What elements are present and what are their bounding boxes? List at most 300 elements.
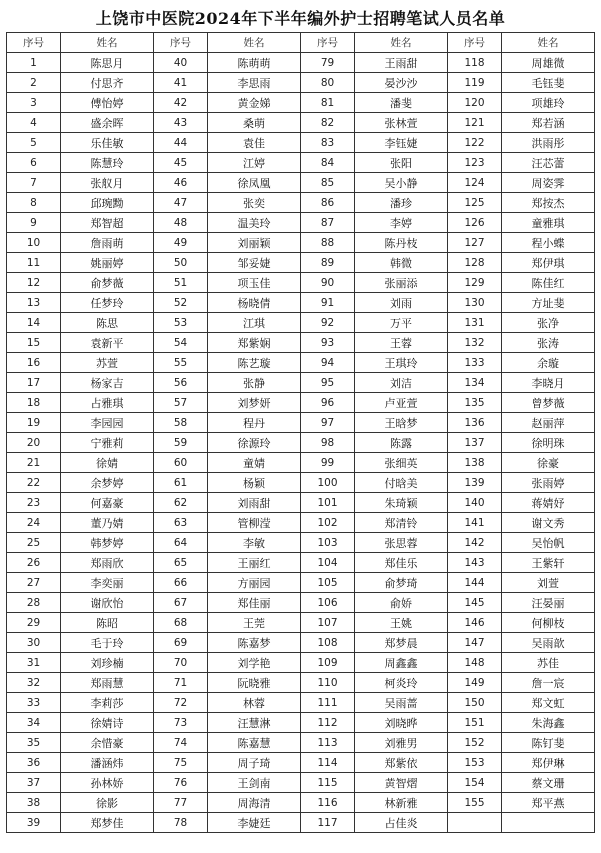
roster-body — [7, 53, 595, 833]
entry-number: 16 — [7, 353, 61, 373]
entry-number: 100 — [301, 473, 355, 493]
entry-name: 黄智熠 — [355, 773, 448, 793]
entry-name: 吴小静 — [355, 173, 448, 193]
entry-number: 29 — [7, 613, 61, 633]
entry-name: 余璇 — [502, 353, 595, 373]
header-name: 姓名 — [61, 33, 154, 53]
entry-name: 袁佳 — [208, 133, 301, 153]
entry-name: 李钰婕 — [355, 133, 448, 153]
table-row — [7, 773, 595, 793]
table-row — [7, 613, 595, 633]
entry-number: 139 — [448, 473, 502, 493]
entry-number: 117 — [301, 813, 355, 833]
entry-number: 133 — [448, 353, 502, 373]
entry-number: 71 — [154, 673, 208, 693]
entry-number: 138 — [448, 453, 502, 473]
table-row — [7, 753, 595, 773]
entry-number: 102 — [301, 513, 355, 533]
table-row — [7, 453, 595, 473]
entry-number: 30 — [7, 633, 61, 653]
entry-number: 92 — [301, 313, 355, 333]
empty-cell — [502, 813, 595, 833]
entry-name: 江琪 — [208, 313, 301, 333]
entry-number: 90 — [301, 273, 355, 293]
entry-number: 44 — [154, 133, 208, 153]
table-row — [7, 313, 595, 333]
table-row — [7, 293, 595, 313]
entry-name: 周子琦 — [208, 753, 301, 773]
entry-number: 155 — [448, 793, 502, 813]
entry-number: 134 — [448, 373, 502, 393]
entry-name: 项玉佳 — [208, 273, 301, 293]
entry-number: 135 — [448, 393, 502, 413]
entry-name: 姚丽婷 — [61, 253, 154, 273]
entry-name: 张静 — [208, 373, 301, 393]
entry-name: 桑萌 — [208, 113, 301, 133]
header-row — [7, 33, 595, 53]
entry-name: 陈佳红 — [502, 273, 595, 293]
entry-number: 60 — [154, 453, 208, 473]
entry-number: 52 — [154, 293, 208, 313]
entry-number: 3 — [7, 93, 61, 113]
entry-name: 乐佳敏 — [61, 133, 154, 153]
entry-number: 147 — [448, 633, 502, 653]
entry-name: 郑雨欣 — [61, 553, 154, 573]
entry-number: 33 — [7, 693, 61, 713]
entry-number: 109 — [301, 653, 355, 673]
entry-number: 146 — [448, 613, 502, 633]
entry-number: 127 — [448, 233, 502, 253]
entry-name: 朱琦颖 — [355, 493, 448, 513]
entry-name: 陈嘉梦 — [208, 633, 301, 653]
entry-name: 郑平燕 — [502, 793, 595, 813]
entry-number: 91 — [301, 293, 355, 313]
entry-name: 周海清 — [208, 793, 301, 813]
entry-name: 曾梦薇 — [502, 393, 595, 413]
entry-number: 40 — [154, 53, 208, 73]
entry-name: 刘洁 — [355, 373, 448, 393]
entry-number: 121 — [448, 113, 502, 133]
entry-name: 刘学艳 — [208, 653, 301, 673]
table-row — [7, 633, 595, 653]
entry-number: 140 — [448, 493, 502, 513]
entry-name: 王琪玲 — [355, 353, 448, 373]
entry-name: 谢欣怡 — [61, 593, 154, 613]
entry-number: 17 — [7, 373, 61, 393]
table-row — [7, 413, 595, 433]
entry-number: 18 — [7, 393, 61, 413]
entry-number: 13 — [7, 293, 61, 313]
entry-name: 程小蝶 — [502, 233, 595, 253]
entry-number: 118 — [448, 53, 502, 73]
entry-number: 27 — [7, 573, 61, 593]
document-title: 上饶市中医院2024年下半年编外护士招聘笔试人员名单 — [95, 9, 506, 28]
entry-name: 俞梦薇 — [61, 273, 154, 293]
entry-name: 周雄微 — [502, 53, 595, 73]
entry-name: 蒋婧妤 — [502, 493, 595, 513]
entry-number: 124 — [448, 173, 502, 193]
entry-number: 68 — [154, 613, 208, 633]
table-row — [7, 493, 595, 513]
table-row — [7, 93, 595, 113]
entry-name: 占佳炎 — [355, 813, 448, 833]
table-row — [7, 693, 595, 713]
entry-name: 陈丹枝 — [355, 233, 448, 253]
entry-name: 李奕丽 — [61, 573, 154, 593]
entry-number: 83 — [301, 133, 355, 153]
entry-number: 103 — [301, 533, 355, 553]
entry-name: 吴怡帆 — [502, 533, 595, 553]
entry-name: 郑梦佳 — [61, 813, 154, 833]
entry-name: 俞梦琦 — [355, 573, 448, 593]
entry-number: 35 — [7, 733, 61, 753]
entry-name: 刘雨 — [355, 293, 448, 313]
entry-name: 王丽红 — [208, 553, 301, 573]
header-name: 姓名 — [208, 33, 301, 53]
table-row — [7, 73, 595, 93]
entry-name: 潘涵炜 — [61, 753, 154, 773]
entry-number: 62 — [154, 493, 208, 513]
entry-number: 6 — [7, 153, 61, 173]
entry-name: 林新雅 — [355, 793, 448, 813]
entry-number: 59 — [154, 433, 208, 453]
table-row — [7, 473, 595, 493]
entry-number: 19 — [7, 413, 61, 433]
entry-number: 39 — [7, 813, 61, 833]
entry-name: 付晗美 — [355, 473, 448, 493]
entry-number: 56 — [154, 373, 208, 393]
entry-name: 蔡文珊 — [502, 773, 595, 793]
entry-name: 吴雨歆 — [502, 633, 595, 653]
entry-number: 42 — [154, 93, 208, 113]
entry-number: 14 — [7, 313, 61, 333]
entry-number: 2 — [7, 73, 61, 93]
table-row — [7, 233, 595, 253]
entry-name: 任梦玲 — [61, 293, 154, 313]
entry-number: 50 — [154, 253, 208, 273]
entry-name: 毛钰斐 — [502, 73, 595, 93]
entry-number: 145 — [448, 593, 502, 613]
table-row — [7, 513, 595, 533]
entry-name: 刘雨甜 — [208, 493, 301, 513]
entry-name: 潘斐 — [355, 93, 448, 113]
entry-number: 116 — [301, 793, 355, 813]
entry-name: 汪晏丽 — [502, 593, 595, 613]
entry-name: 程丹 — [208, 413, 301, 433]
entry-number: 122 — [448, 133, 502, 153]
entry-name: 刘梦妍 — [208, 393, 301, 413]
entry-number: 96 — [301, 393, 355, 413]
entry-name: 项雄玲 — [502, 93, 595, 113]
entry-number: 21 — [7, 453, 61, 473]
entry-name: 徐影 — [61, 793, 154, 813]
entry-name: 周鑫鑫 — [355, 653, 448, 673]
entry-number: 84 — [301, 153, 355, 173]
entry-name: 何柳枝 — [502, 613, 595, 633]
table-row — [7, 373, 595, 393]
entry-name: 徐明珠 — [502, 433, 595, 453]
entry-name: 陈萌萌 — [208, 53, 301, 73]
entry-name: 刘萱 — [502, 573, 595, 593]
entry-number: 141 — [448, 513, 502, 533]
entry-number: 74 — [154, 733, 208, 753]
table-row — [7, 673, 595, 693]
entry-name: 王剑南 — [208, 773, 301, 793]
entry-number: 65 — [154, 553, 208, 573]
table-row — [7, 813, 595, 833]
entry-name: 邹妥婕 — [208, 253, 301, 273]
entry-number: 151 — [448, 713, 502, 733]
table-row — [7, 733, 595, 753]
entry-name: 李婷 — [355, 213, 448, 233]
entry-name: 刘雅男 — [355, 733, 448, 753]
entry-number: 85 — [301, 173, 355, 193]
table-row — [7, 133, 595, 153]
entry-number: 130 — [448, 293, 502, 313]
entry-number: 136 — [448, 413, 502, 433]
entry-number: 66 — [154, 573, 208, 593]
entry-number: 55 — [154, 353, 208, 373]
entry-name: 江婷 — [208, 153, 301, 173]
table-row — [7, 113, 595, 133]
entry-name: 傅怡婷 — [61, 93, 154, 113]
entry-name: 张思蓉 — [355, 533, 448, 553]
entry-number: 105 — [301, 573, 355, 593]
entry-name: 杨晓倩 — [208, 293, 301, 313]
header-no: 序号 — [7, 33, 61, 53]
entry-number: 110 — [301, 673, 355, 693]
entry-name: 李婕廷 — [208, 813, 301, 833]
entry-number: 88 — [301, 233, 355, 253]
table-row — [7, 533, 595, 553]
header-name: 姓名 — [502, 33, 595, 53]
entry-number: 97 — [301, 413, 355, 433]
entry-number: 11 — [7, 253, 61, 273]
entry-name: 王雨甜 — [355, 53, 448, 73]
entry-number: 150 — [448, 693, 502, 713]
entry-name: 王莞 — [208, 613, 301, 633]
entry-name: 万平 — [355, 313, 448, 333]
entry-number: 76 — [154, 773, 208, 793]
empty-cell — [448, 813, 502, 833]
entry-number: 119 — [448, 73, 502, 93]
entry-number: 73 — [154, 713, 208, 733]
entry-name: 王姚 — [355, 613, 448, 633]
entry-name: 郑若涵 — [502, 113, 595, 133]
entry-number: 101 — [301, 493, 355, 513]
table-row — [7, 213, 595, 233]
table-row — [7, 593, 595, 613]
entry-name: 周姿霁 — [502, 173, 595, 193]
entry-name: 余惜豪 — [61, 733, 154, 753]
entry-number: 67 — [154, 593, 208, 613]
entry-number: 98 — [301, 433, 355, 453]
entry-number: 53 — [154, 313, 208, 333]
entry-number: 49 — [154, 233, 208, 253]
entry-number: 86 — [301, 193, 355, 213]
entry-number: 4 — [7, 113, 61, 133]
entry-name: 林蓉 — [208, 693, 301, 713]
entry-number: 64 — [154, 533, 208, 553]
table-row — [7, 573, 595, 593]
entry-number: 125 — [448, 193, 502, 213]
entry-number: 5 — [7, 133, 61, 153]
entry-number: 22 — [7, 473, 61, 493]
entry-name: 苏佳 — [502, 653, 595, 673]
entry-name: 方丽园 — [208, 573, 301, 593]
entry-name: 郑文虹 — [502, 693, 595, 713]
entry-number: 128 — [448, 253, 502, 273]
entry-number: 75 — [154, 753, 208, 773]
entry-number: 25 — [7, 533, 61, 553]
entry-number: 131 — [448, 313, 502, 333]
entry-number: 58 — [154, 413, 208, 433]
entry-name: 陈钉斐 — [502, 733, 595, 753]
entry-number: 46 — [154, 173, 208, 193]
entry-number: 72 — [154, 693, 208, 713]
entry-name: 张奕 — [208, 193, 301, 213]
entry-name: 李敏 — [208, 533, 301, 553]
entry-name: 袁新平 — [61, 333, 154, 353]
table-row — [7, 333, 595, 353]
entry-name: 郑清铃 — [355, 513, 448, 533]
entry-name: 张雨婷 — [502, 473, 595, 493]
entry-name: 吴雨蔷 — [355, 693, 448, 713]
entry-name: 李园园 — [61, 413, 154, 433]
table-row — [7, 793, 595, 813]
entry-name: 付思齐 — [61, 73, 154, 93]
entry-number: 1 — [7, 53, 61, 73]
entry-name: 陈露 — [355, 433, 448, 453]
table-row — [7, 273, 595, 293]
entry-name: 陈昭 — [61, 613, 154, 633]
entry-number: 31 — [7, 653, 61, 673]
entry-name: 刘珍楠 — [61, 653, 154, 673]
entry-number: 47 — [154, 193, 208, 213]
entry-name: 郑按杰 — [502, 193, 595, 213]
entry-number: 89 — [301, 253, 355, 273]
entry-name: 徐豪 — [502, 453, 595, 473]
entry-name: 杨家吉 — [61, 373, 154, 393]
entry-name: 王紫轩 — [502, 553, 595, 573]
entry-number: 15 — [7, 333, 61, 353]
entry-name: 李莉莎 — [61, 693, 154, 713]
entry-number: 126 — [448, 213, 502, 233]
entry-number: 23 — [7, 493, 61, 513]
entry-number: 41 — [154, 73, 208, 93]
entry-number: 107 — [301, 613, 355, 633]
table-row — [7, 553, 595, 573]
entry-name: 郑伊琳 — [502, 753, 595, 773]
entry-number: 9 — [7, 213, 61, 233]
entry-name: 刘晓晔 — [355, 713, 448, 733]
entry-name: 童雅琪 — [502, 213, 595, 233]
entry-name: 张净 — [502, 313, 595, 333]
entry-name: 张林萱 — [355, 113, 448, 133]
entry-name: 陈思月 — [61, 53, 154, 73]
entry-number: 152 — [448, 733, 502, 753]
table-row — [7, 653, 595, 673]
entry-number: 137 — [448, 433, 502, 453]
entry-name: 管柳滢 — [208, 513, 301, 533]
entry-name: 陈慧玲 — [61, 153, 154, 173]
table-row — [7, 433, 595, 453]
entry-number: 106 — [301, 593, 355, 613]
table-row — [7, 393, 595, 413]
entry-name: 郑紫依 — [355, 753, 448, 773]
entry-number: 20 — [7, 433, 61, 453]
entry-number: 38 — [7, 793, 61, 813]
entry-number: 26 — [7, 553, 61, 573]
entry-name: 温美玲 — [208, 213, 301, 233]
header-no: 序号 — [301, 33, 355, 53]
entry-name: 徐凤凰 — [208, 173, 301, 193]
entry-name: 谢文秀 — [502, 513, 595, 533]
entry-name: 占雅琪 — [61, 393, 154, 413]
entry-name: 郑伊琪 — [502, 253, 595, 273]
entry-number: 48 — [154, 213, 208, 233]
entry-name: 徐婧诗 — [61, 713, 154, 733]
entry-number: 34 — [7, 713, 61, 733]
entry-number: 95 — [301, 373, 355, 393]
entry-name: 赵丽萍 — [502, 413, 595, 433]
table-row — [7, 153, 595, 173]
entry-number: 129 — [448, 273, 502, 293]
entry-number: 115 — [301, 773, 355, 793]
entry-name: 董乃婧 — [61, 513, 154, 533]
entry-name: 詹一宸 — [502, 673, 595, 693]
entry-number: 78 — [154, 813, 208, 833]
entry-name: 杨颖 — [208, 473, 301, 493]
entry-number: 104 — [301, 553, 355, 573]
entry-number: 99 — [301, 453, 355, 473]
entry-name: 阮晓雅 — [208, 673, 301, 693]
entry-name: 毛于玲 — [61, 633, 154, 653]
entry-name: 晏沙沙 — [355, 73, 448, 93]
entry-name: 张阳 — [355, 153, 448, 173]
entry-number: 28 — [7, 593, 61, 613]
entry-name: 张涛 — [502, 333, 595, 353]
roster-table — [6, 32, 595, 833]
entry-name: 徐源玲 — [208, 433, 301, 453]
table-row — [7, 713, 595, 733]
entry-number: 112 — [301, 713, 355, 733]
entry-number: 24 — [7, 513, 61, 533]
entry-name: 王晗梦 — [355, 413, 448, 433]
header-name: 姓名 — [355, 33, 448, 53]
entry-name: 张丽添 — [355, 273, 448, 293]
entry-number: 63 — [154, 513, 208, 533]
entry-name: 苏萱 — [61, 353, 154, 373]
header-no: 序号 — [154, 33, 208, 53]
entry-name: 汪慧淋 — [208, 713, 301, 733]
entry-name: 孙林娇 — [61, 773, 154, 793]
entry-number: 7 — [7, 173, 61, 193]
entry-number: 94 — [301, 353, 355, 373]
entry-name: 韩微 — [355, 253, 448, 273]
entry-name: 李思雨 — [208, 73, 301, 93]
entry-name: 汪芯蕾 — [502, 153, 595, 173]
entry-name: 李晓月 — [502, 373, 595, 393]
header-no: 序号 — [448, 33, 502, 53]
entry-name: 盛余晖 — [61, 113, 154, 133]
entry-number: 37 — [7, 773, 61, 793]
entry-name: 张舣月 — [61, 173, 154, 193]
entry-name: 刘丽颖 — [208, 233, 301, 253]
entry-number: 93 — [301, 333, 355, 353]
entry-number: 32 — [7, 673, 61, 693]
entry-number: 120 — [448, 93, 502, 113]
